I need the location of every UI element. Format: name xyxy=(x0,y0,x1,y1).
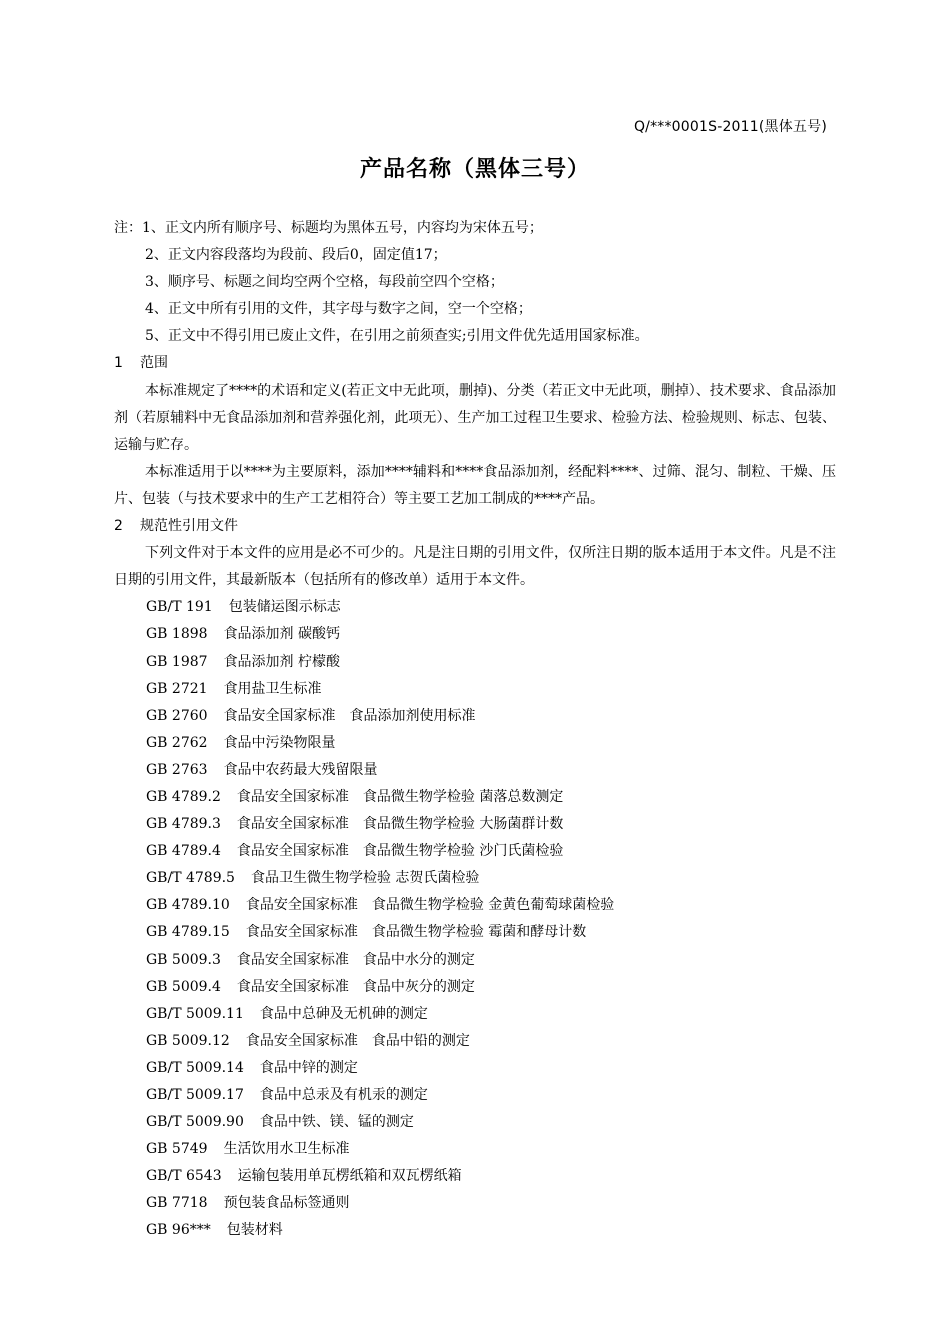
note-item-2: 2、正文内容段落均为段前、段后0，固定值17； xyxy=(145,247,447,264)
reference-code: GB 5749 xyxy=(146,1141,208,1158)
reference-name: 食品安全国家标准 食品微生物学检验 大肠菌群计数 xyxy=(236,816,564,833)
reference-name: 食品添加剂 碳酸钙 xyxy=(223,626,341,643)
reference-name: 食用盐卫生标准 xyxy=(223,680,322,697)
reference-item xyxy=(146,838,836,865)
reference-name: 食品添加剂 柠檬酸 xyxy=(223,653,341,670)
reference-code: GB 4789.3 xyxy=(146,816,221,833)
section-number: 1 xyxy=(114,355,123,372)
document-title: 产品名称（黑体三号） xyxy=(359,157,590,182)
reference-code: GB 2721 xyxy=(146,680,208,697)
reference-name: 食品安全国家标准 食品微生物学检验 沙门氏菌检验 xyxy=(236,843,564,860)
notes-prefix: 注： xyxy=(114,220,142,236)
reference-item xyxy=(146,1109,836,1136)
reference-name: 食品卫生微生物学检验 志贺氏菌检验 xyxy=(250,870,480,887)
reference-item xyxy=(146,947,836,974)
reference-code: GB/T 6543 xyxy=(146,1168,222,1185)
section-2-intro: 下列文件对于本文件的应用是必不可少的。凡是注日期的引用文件，仅所注日期的版本适用于本文件。凡是不注日期的引用文件，其最新版本（包括所有的修改单）适用于本文件。 xyxy=(114,545,836,589)
reference-name: 生活饮用水卫生标准 xyxy=(223,1141,350,1158)
section-1-paragraph-2: 本标准适用于以****为主要原料，添加****辅料和****食品添加剂，经配料****、过筛、混匀、制粒、干燥、压片、包装（与技术要求中的生产工艺相符合）等主要工艺加工制成的****产品。 xyxy=(114,463,836,507)
reference-item xyxy=(146,865,836,892)
reference-item xyxy=(146,1028,836,1055)
reference-code: GB/T 5009.14 xyxy=(146,1059,244,1076)
section-title: 范围 xyxy=(140,355,168,372)
reference-item xyxy=(146,594,836,621)
reference-item xyxy=(146,974,836,1001)
reference-name: 食品中总砷及无机砷的测定 xyxy=(259,1005,428,1022)
reference-item xyxy=(146,621,836,648)
note-text: 1、正文内所有顺序号、标题均为黑体五号，内容均为宋体五号； xyxy=(142,220,543,236)
reference-item xyxy=(146,919,836,946)
reference-code: GB 2763 xyxy=(146,761,208,778)
reference-code: GB 7718 xyxy=(146,1195,208,1212)
reference-item xyxy=(146,784,836,811)
reference-code: GB/T 5009.17 xyxy=(146,1087,244,1103)
section-1-paragraph-1: 本标准规定了****的术语和定义(若正文中无此项，删掉)、分类（若正文中无此项，删掉）、技术要求、食品添加剂（若原辅料中无食品添加剂和营养强化剂，此项无）、生产加工过程卫生要求、检验方法、检验规则、标志、包装、运输与贮存。 xyxy=(114,382,836,453)
note-item-1 xyxy=(114,215,836,242)
reference-item xyxy=(146,1136,836,1163)
note-item-5: 5、正文中不得引用已废止文件，在引用之前须查实;引用文件优先适用国家标准。 xyxy=(145,328,649,345)
reference-code: GB 1898 xyxy=(146,626,208,643)
document-body xyxy=(114,215,836,1245)
reference-code: GB 96*** xyxy=(146,1222,211,1239)
reference-code: GB 1987 xyxy=(146,653,208,670)
reference-name: 食品安全国家标准 食品添加剂使用标准 xyxy=(223,707,476,724)
reference-name: 食品中污染物限量 xyxy=(223,734,336,751)
reference-name: 食品安全国家标准 食品中铅的测定 xyxy=(245,1032,470,1049)
section-number: 2 xyxy=(114,518,123,535)
reference-name: 食品安全国家标准 食品中灰分的测定 xyxy=(236,978,475,995)
reference-code: GB 2760 xyxy=(146,707,208,724)
reference-code: GB 2762 xyxy=(146,734,208,751)
reference-item xyxy=(146,1082,836,1109)
reference-name: 预包装食品标签通则 xyxy=(223,1195,350,1212)
reference-name: 食品安全国家标准 食品微生物学检验 金黄色葡萄球菌检验 xyxy=(245,897,615,914)
reference-code: GB 5009.4 xyxy=(146,978,221,995)
reference-code: GB 5009.3 xyxy=(146,951,221,968)
reference-item xyxy=(146,811,836,838)
reference-code: GB 4789.2 xyxy=(146,788,221,805)
reference-name: 食品安全国家标准 食品微生物学检验 菌落总数测定 xyxy=(236,788,564,805)
reference-item xyxy=(146,892,836,919)
reference-list xyxy=(114,594,836,1244)
reference-name: 食品中锌的测定 xyxy=(259,1059,358,1076)
reference-code: GB 5009.12 xyxy=(146,1032,230,1049)
reference-name: 食品中农药最大残留限量 xyxy=(223,761,378,778)
reference-name: 食品中总汞及有机汞的测定 xyxy=(259,1087,428,1103)
reference-item xyxy=(146,757,836,784)
section-1-heading xyxy=(114,350,836,377)
reference-code: GB/T 5009.11 xyxy=(146,1005,244,1022)
reference-name: 运输包装用单瓦楞纸箱和双瓦楞纸箱 xyxy=(237,1168,462,1185)
reference-code: GB/T 5009.90 xyxy=(146,1114,244,1131)
reference-item xyxy=(146,1055,836,1082)
reference-code: GB/T 4789.5 xyxy=(146,870,235,887)
reference-item xyxy=(146,1190,836,1217)
reference-code: GB/T 191 xyxy=(146,599,213,616)
reference-code: GB 4789.4 xyxy=(146,843,221,860)
document-code: Q/***0001S-2011(黑体五号) xyxy=(633,119,827,135)
note-item-3: 3、顺序号、标题之间均空两个空格，每段前空四个空格； xyxy=(145,274,504,291)
reference-item xyxy=(146,1001,836,1028)
reference-code: GB 4789.15 xyxy=(146,924,230,941)
reference-item xyxy=(146,676,836,703)
note-item-4: 4、正文中所有引用的文件，其字母与数字之间，空一个空格； xyxy=(145,301,532,318)
reference-name: 食品安全国家标准 食品微生物学检验 霉菌和酵母计数 xyxy=(245,924,587,941)
reference-name: 包装储运图示标志 xyxy=(228,599,341,616)
reference-item xyxy=(146,730,836,757)
reference-name: 食品安全国家标准 食品中水分的测定 xyxy=(236,951,475,968)
section-2-heading xyxy=(114,513,836,540)
reference-item xyxy=(146,649,836,676)
reference-code: GB 4789.10 xyxy=(146,897,230,914)
reference-item xyxy=(146,1217,836,1244)
reference-name: 包装材料 xyxy=(226,1222,283,1239)
reference-name: 食品中铁、镁、锰的测定 xyxy=(259,1114,414,1131)
reference-item xyxy=(146,703,836,730)
reference-item xyxy=(146,1163,836,1190)
section-title: 规范性引用文件 xyxy=(140,518,238,535)
